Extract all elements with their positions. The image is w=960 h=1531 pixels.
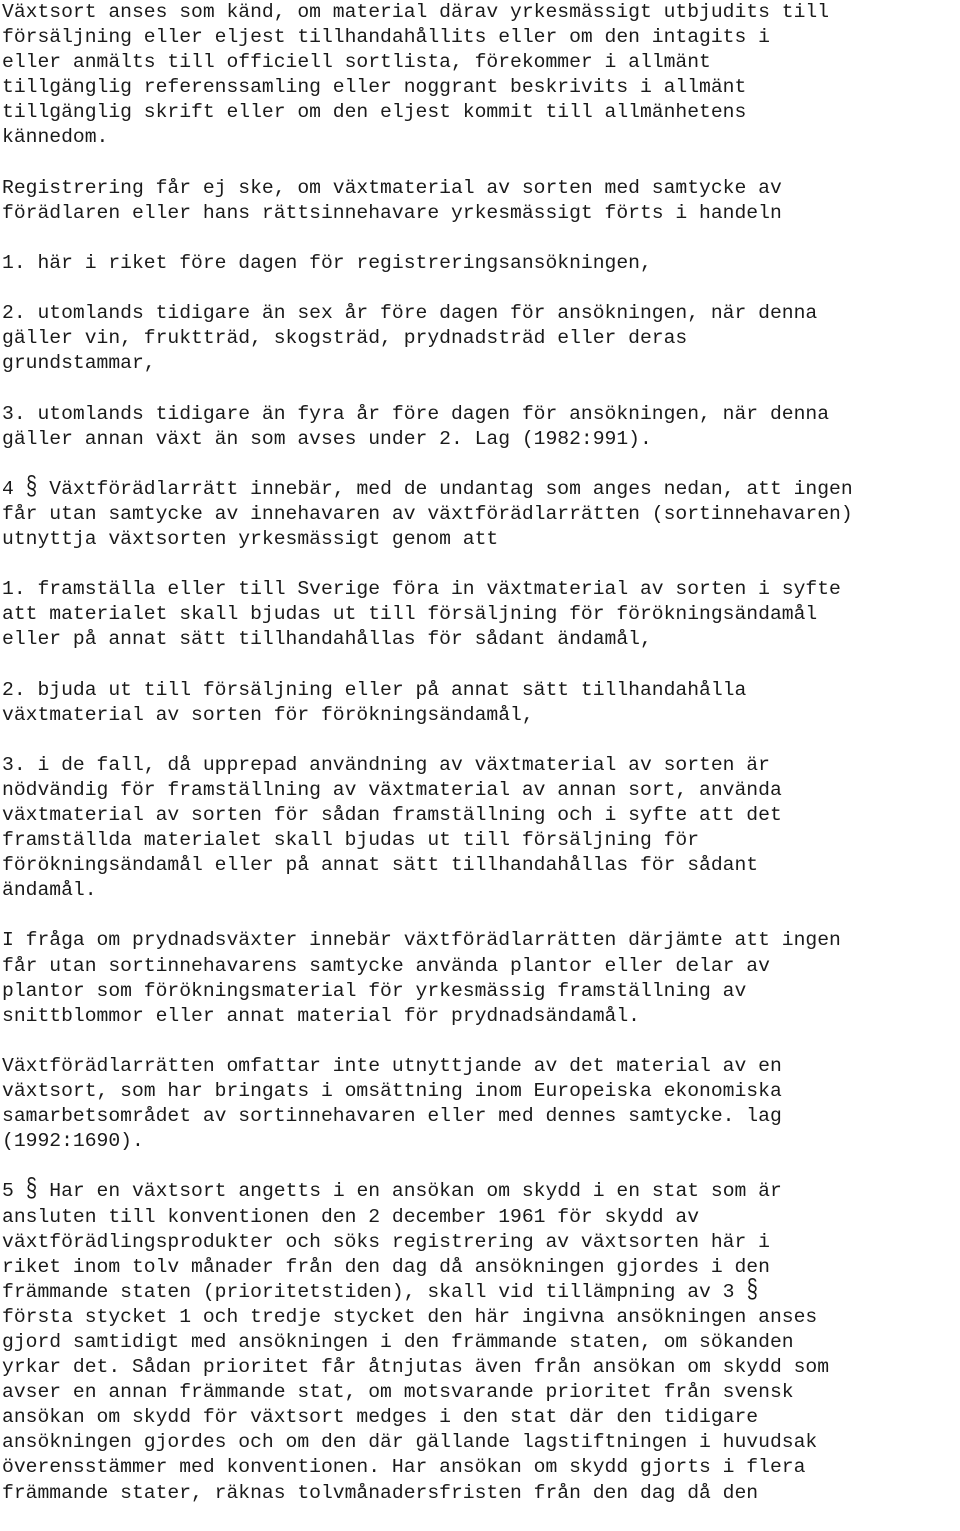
text-line: Registrering får ej ske, om växtmaterial av sorten med samtycke av <box>2 176 782 199</box>
paragraph <box>2 301 960 376</box>
text-line: snittblommor eller annat material för prydnadsändamål. <box>2 1004 640 1027</box>
paragraph <box>2 0 960 151</box>
section-sign: § <box>746 1275 759 1306</box>
text-line: grundstammar, <box>2 352 156 375</box>
paragraph <box>2 251 960 276</box>
document-body <box>2 0 960 1531</box>
text-line: gäller vin, fruktträd, skogsträd, prydnadsträd eller deras <box>2 327 688 350</box>
text-line: ansökningen gjordes och om den där gällande lagstiftningen i huvudsak <box>2 1431 818 1454</box>
text-line: växtmaterial av sorten för sådan framställning och i syfte att det <box>2 804 782 826</box>
text-line: avser en annan främmande stat, om motsvarande prioritet från svensk <box>2 1381 794 1404</box>
text-line: gjord samtidigt med ansökningen i den främmande staten, om sökanden <box>2 1330 794 1353</box>
text-line: riket inom tolv månader från den dag då ansökningen gjordes i den <box>2 1255 770 1278</box>
text-line: samarbetsområdet av sortinnehavaren eller med dennes samtycke. lag <box>2 1105 782 1128</box>
text-line: utnyttja växtsorten yrkesmässigt genom att <box>2 527 499 550</box>
text-line: främmande stater, räknas tolvmånadersfristen från den dag då den <box>2 1481 759 1504</box>
text-line: ändamål. <box>2 879 97 902</box>
text-line: eller anmälts till officiell sortlista, förekommer i allmänt <box>2 51 711 74</box>
text-line: tillgänglig skrift eller om den eljest kommit till allmänhetens <box>2 101 747 124</box>
text-line: nödvändig för framställning av växtmaterial av annan sort, använda <box>2 778 782 801</box>
text-line: gäller annan växt än som avses under 2. Lag (1982:991). <box>2 427 652 450</box>
text-line: 4 § Växtförädlarrätt innebär, med de undantag som anges nedan, att ingen <box>2 477 960 502</box>
paragraph <box>2 577 960 652</box>
text-line: ansluten till konventionen den 2 december 1961 för skydd av <box>2 1205 700 1228</box>
text-line: framställda materialet skall bjudas ut till försäljning för <box>2 829 700 852</box>
text-line: 5 § Har en växtsort angetts i en ansökan om skydd i en stat som är <box>2 1179 960 1204</box>
paragraph <box>2 753 960 904</box>
text-line: (1992:1690). <box>2 1130 144 1153</box>
text-line: förädlaren eller hans rättsinnehavare yrkesmässigt förts i handeln <box>2 201 782 224</box>
text-line: får utan sortinnehavarens samtycke använda plantor eller delar av <box>2 954 770 977</box>
paragraph <box>2 402 960 452</box>
text-line: 1. framställa eller till Sverige föra in växtmaterial av sorten i syfte <box>2 578 841 601</box>
text-line: förökningsändamål eller på annat sätt tillhandahållas för sådant <box>2 854 759 877</box>
text-line: får utan samtycke av innehavaren av växtförädlarrätten (sortinnehavaren) <box>2 502 853 525</box>
text-line: kännedom. <box>2 126 109 149</box>
text-line: eller på annat sätt tillhandahållas för sådant ändamål, <box>2 628 652 651</box>
text-line: försäljning eller eljest tillhandahållits eller om den intagits i <box>2 26 770 49</box>
text-line: växtförädlingsprodukter och söks registrering av växtsorten här i <box>2 1230 770 1253</box>
paragraph <box>2 1054 960 1154</box>
text-line: överensstämmer med konventionen. Har ansökan om skydd gjorts i flera <box>2 1456 806 1479</box>
text-line: 2. utomlands tidigare än sex år före dagen för ansökningen, när denna <box>2 302 818 325</box>
text-line: 1. här i riket före dagen för registreringsansökningen, <box>2 251 652 274</box>
text-line: plantor som förökningsmaterial för yrkesmässig framställning av <box>2 979 747 1002</box>
text-line: Växtförädlarrätten omfattar inte utnyttjande av det material av en <box>2 1054 782 1077</box>
text-line: yrkar det. Sådan prioritet får åtnjutas även från ansökan om skydd som <box>2 1356 830 1379</box>
text-line: I fråga om prydnadsväxter innebär växtförädlarrätten därjämte att ingen <box>2 929 841 952</box>
text-line: växtmaterial av sorten för förökningsändamål, <box>2 703 534 726</box>
text-line: Växtsort anses som känd, om material därav yrkesmässigt utbjudits till <box>2 1 830 23</box>
text-line: 3. utomlands tidigare än fyra år före dagen för ansökningen, när denna <box>2 402 830 425</box>
paragraph <box>2 472 960 552</box>
text-line: 2. bjuda ut till försäljning eller på annat sätt tillhandahålla <box>2 678 747 701</box>
text-line: växtsort, som har bringats i omsättning inom Europeiska ekonomiska <box>2 1080 782 1103</box>
text-line: 3. i de fall, då upprepad användning av växtmaterial av sorten är <box>2 753 770 776</box>
text-line: tillgänglig referenssamling eller noggrant beskrivits i allmänt <box>2 76 747 99</box>
paragraph <box>2 678 960 728</box>
paragraph <box>2 1175 960 1505</box>
text-line: främmande staten (prioritetstiden), skall vid tillämpning av 3 § <box>2 1280 960 1305</box>
text-line: ansökan om skydd för växtsort medges i den stat där den tidigare <box>2 1406 759 1429</box>
paragraph <box>2 176 960 226</box>
paragraph <box>2 928 960 1028</box>
text-line: första stycket 1 och tredje stycket den här ingivna ansökningen anses <box>2 1305 818 1328</box>
section-sign: § <box>25 1175 38 1206</box>
text-line: att materialet skall bjudas ut till försäljning för förökningsändamål <box>2 603 818 626</box>
section-sign: § <box>25 472 38 503</box>
